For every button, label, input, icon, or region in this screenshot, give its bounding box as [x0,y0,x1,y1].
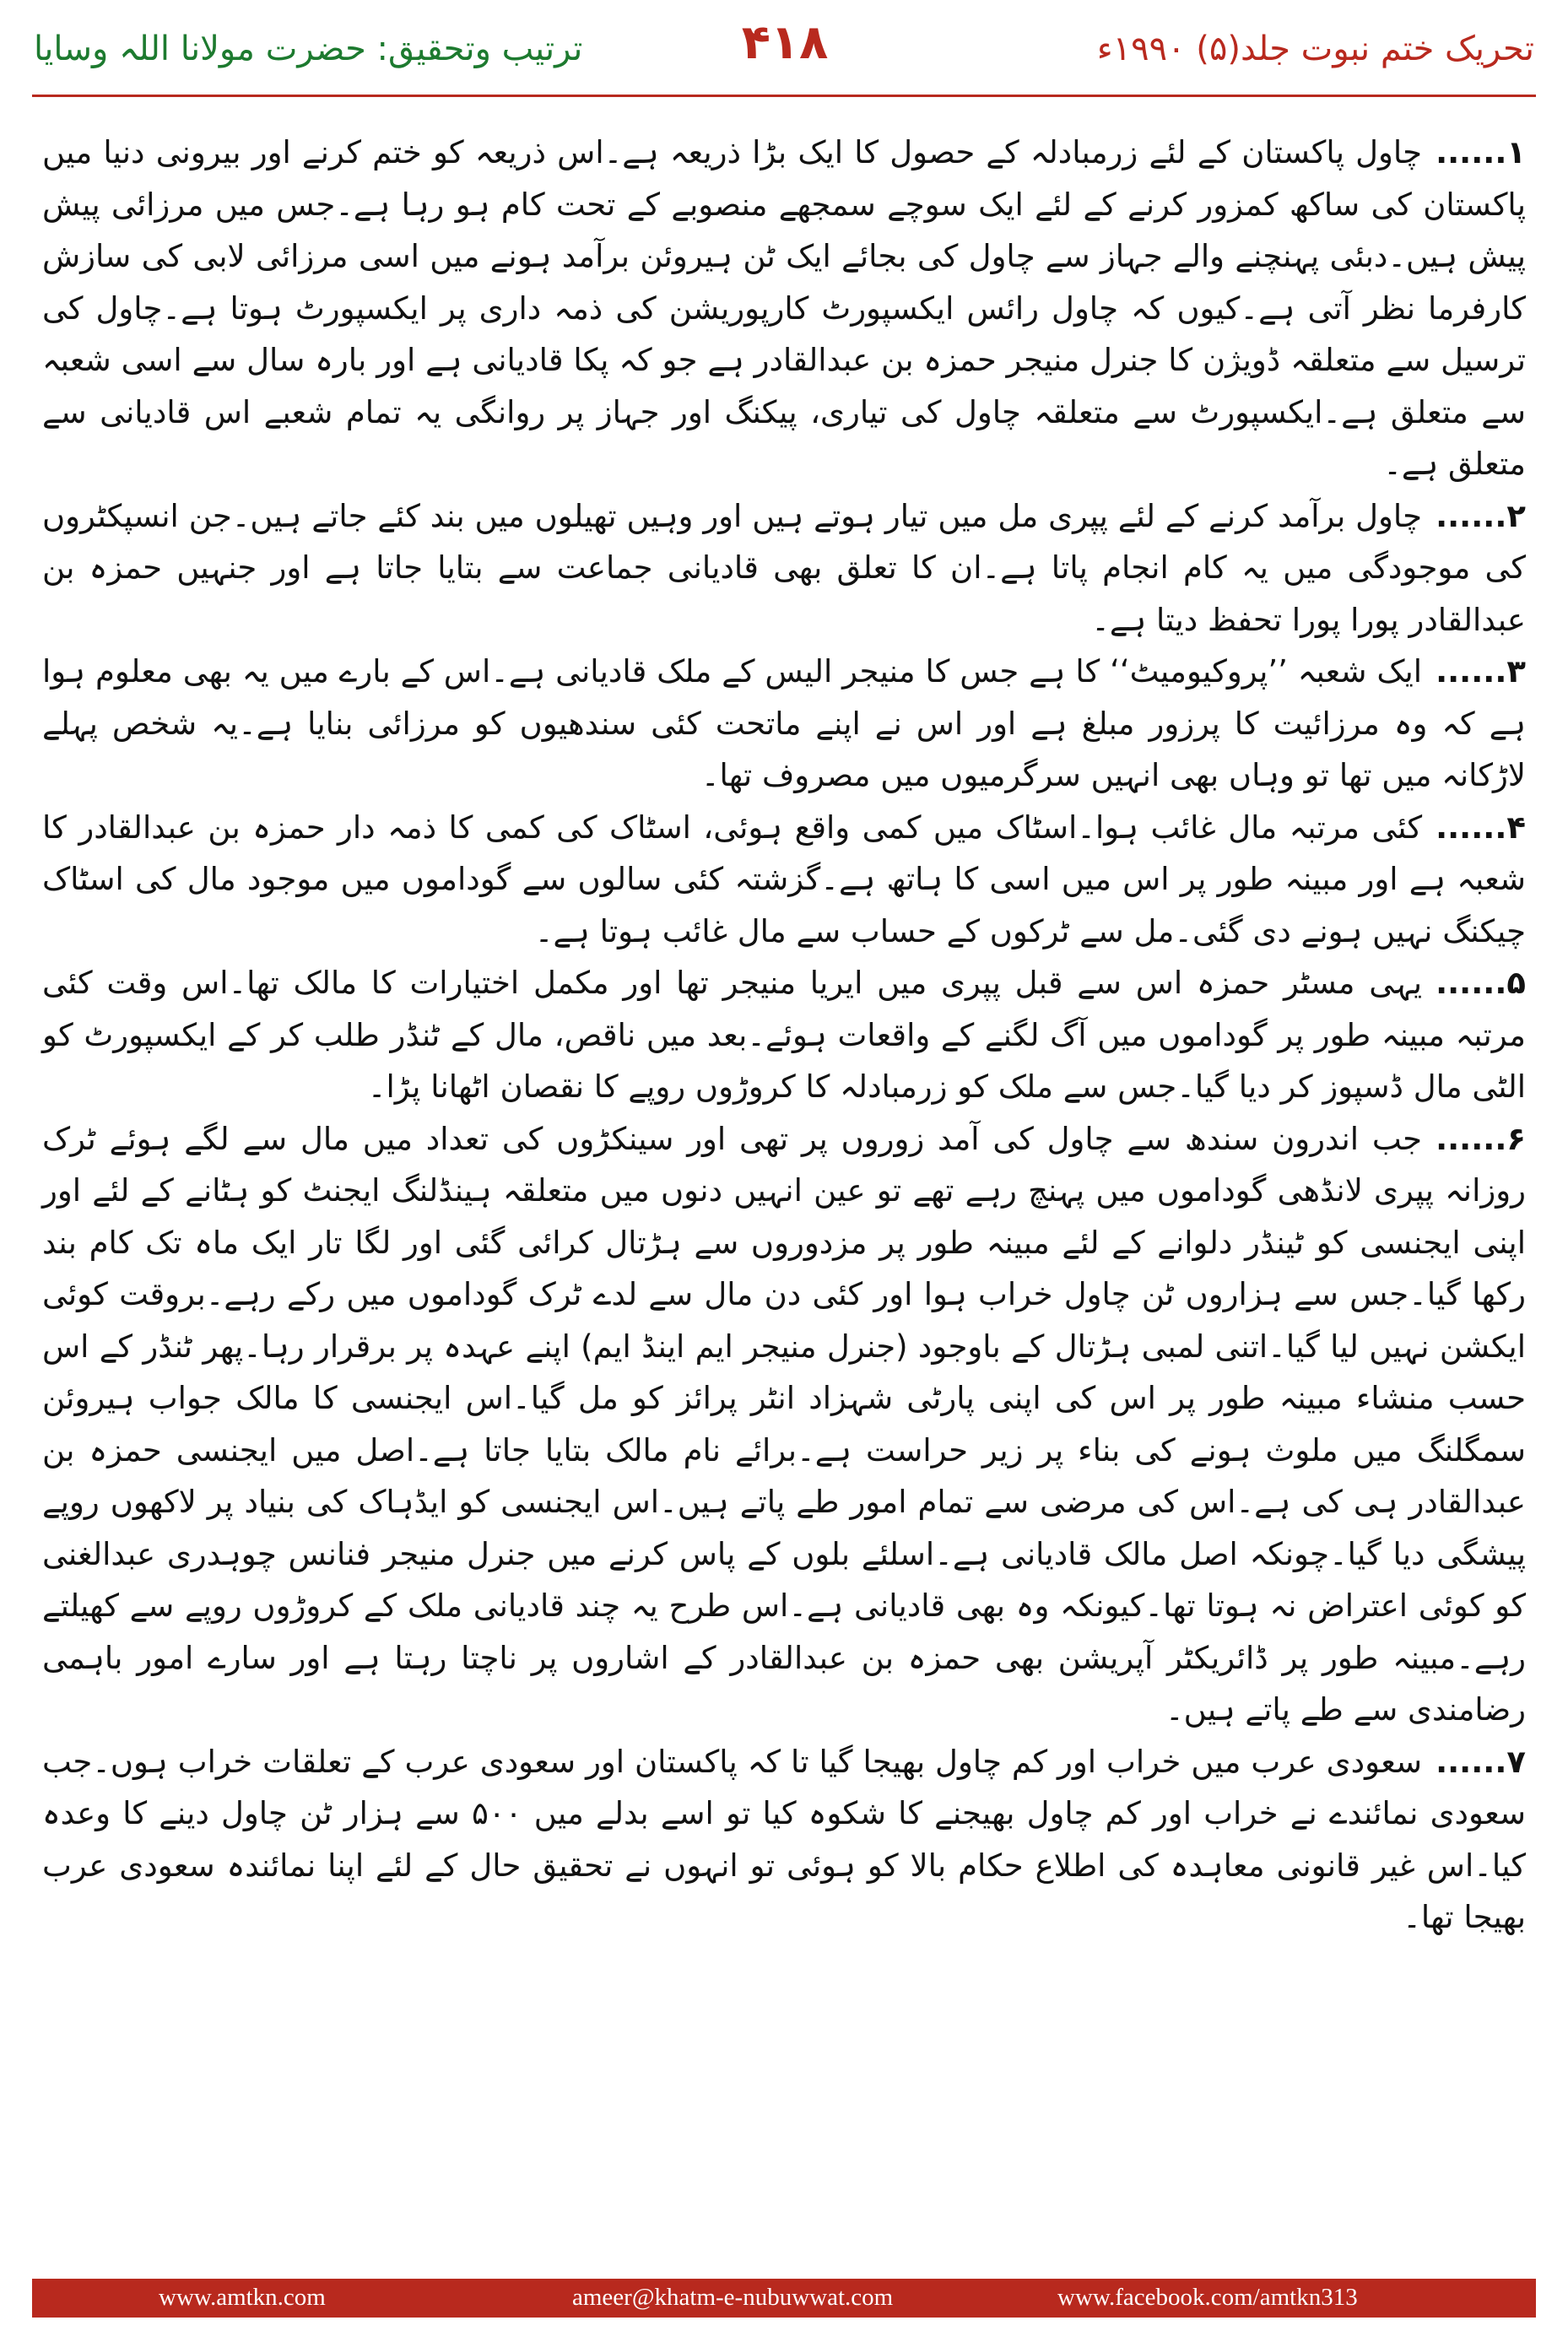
email-link[interactable]: ameer@khatm-e-nubuwwat.com [572,2284,894,2311]
paragraph-text: چاول برآمد کرنے کے لئے پپری مل میں تیار ہوتے ہیں اور وہیں تھیلوں میں بند کئے جاتے ہیں۔جن انسپکٹروں کی موجودگی میں یہ کام انجام پاتا ہے۔ان کا تعلق بھی قادیانی جماعت سے بتایا جاتا ہے اور جنہیں حمزہ بن عبدالقادر پورا پورا تحفظ دیتا ہے۔ [42,497,1526,638]
facebook-link[interactable]: www.facebook.com/amtkn313 [1057,2284,1358,2311]
paragraph-number: ۶...... [1436,1120,1526,1157]
paragraph-text: جب اندرون سندھ سے چاول کی آمد زوروں پر تھی اور سینکڑوں کی تعداد میں مال سے لگے ہوئے ٹرک روزانہ پپری لانڈھی گوداموں میں پہنچ رہے تھے تو عین انہیں دنوں میں متعلقہ ہینڈلنگ ایجنٹ کو ہٹانے کے لئے اور اپنی ایجنسی کو ٹینڈر دلوانے کے لئے مبینہ طور پر مزدوروں سے ہڑتال کرائی گئی اور لگا تار ایک ماہ تک کام بند رکھا گیا۔جس سے ہزاروں ٹن چاول خراب ہوا اور کئی دن مال سے لدے ٹرک گوداموں میں رکے رہے۔بروقت کوئی ایکشن نہیں لیا گیا۔اتنی لمبی ہڑتال کے باوجود (جنرل منیجر ایم اینڈ ایم) اپنے عہدہ پر برقرار رہا۔پھر ٹنڈر کے اس حسب منشاء مبینہ طور پر اس کی اپنی پارٹی شہزاد انٹر پرائز کو مل گیا۔اس ایجنسی کا مالک جواب ہیروئن سمگلنگ میں ملوث ہونے کی بناء پر زیر حراست ہے۔برائے نام مالک بتایا جاتا ہے۔اصل میں ایجنسی حمزہ بن عبدالقادر ہی کی ہے۔اس کی مرضی سے تمام امور طے پاتے ہیں۔اس ایجنسی کو ایڈہاک کی بنیاد پر لاکھوں روپے پیشگی دیا گیا۔چونکہ اصل مالک قادیانی ہے۔اسلئے بلوں کے پاس کرنے میں جنرل منیجر فنانس چوہدری عبدالغنی کو کوئی اعتراض نہ ہوتا تھا۔کیونکہ وہ بھی قادیانی ہے۔اس طرح یہ چند قادیانی ملک کے کروڑوں روپے سے کھیلتے رہے۔مبینہ طور پر ڈائریکٹر آپریشن بھی حمزہ بن عبدالقادر کے اشاروں پر ناچتا رہتا ہے اور سارے امور باہمی رضامندی سے طے پاتے ہیں۔ [42,1120,1526,1728]
paragraph-2 [42,490,1526,646]
paragraph-text: یہی مسٹر حمزہ اس سے قبل پپری میں ایریا منیجر تھا اور مکمل اختیارات کا مالک تھا۔اس وقت کئی مرتبہ مبینہ طور پر گوداموں میں آگ لگنے کے واقعات ہوئے۔بعد میں ناقص، مال کے ٹنڈر طلب کر کے ایکسپورٹ کو الٹی مال ڈسپوز کر دیا گیا۔جس سے ملک کو زرمبادلہ کا کروڑوں روپے کا نقصان اٹھانا پڑا۔ [42,965,1526,1105]
page-number: ۴۱۸ [741,15,829,70]
paragraph-number: ۷...... [1436,1743,1526,1780]
paragraph-text: چاول پاکستان کے لئے زرمبادلہ کے حصول کا ایک بڑا ذریعہ ہے۔اس ذریعہ کو ختم کرنے اور بیرونی دنیا میں پاکستان کی ساکھ کمزور کرنے کے لئے ایک سوچے سمجھے منصوبے کے تحت کام ہو رہا ہے۔جس میں مرزائی پیش پیش ہیں۔دبئی پہنچنے والے جہاز سے چاول کی بجائے ایک ٹن ہیروئن برآمد ہونے میں اسی مرزائی لابی کی سازش کارفرما نظر آتی ہے۔کیوں کہ چاول رائس ایکسپورٹ کارپوریشن کی ذمہ داری پر ایکسپورٹ ہوتا ہے۔چاول کی ترسیل سے متعلقہ ڈویژن کا جنرل منیجر حمزہ بن عبدالقادر ہے جو کہ پکا قادیانی ہے اور بارہ سال سے اسی شعبہ سے متعلق ہے۔ایکسپورٹ سے متعلقہ چاول کی تیاری، پیکنگ اور جہاز پر روانگی یہ تمام شعبے اس قادیانی سے متعلق ہے۔ [42,134,1526,482]
header-rule [32,95,1536,97]
paragraph-1 [42,127,1526,490]
paragraph-7 [42,1736,1526,1944]
paragraph-text: ایک شعبہ ’’پروکیومیٹ‘‘ کا ہے جس کا منیجر الیس کے ملک قادیانی ہے۔اس کے بارے میں یہ بھی معلوم ہوا ہے کہ وہ مرزائیت کا پرزور مبلغ ہے اور اس نے اپنے ماتحت کئی سندھیوں کو مرزائی بنایا ہے۔یہ شخص پہلے لاڑکانہ میں تھا تو وہاں بھی انہیں سرگرمیوں میں مصروف تھا۔ [42,653,1526,793]
paragraph-3 [42,646,1526,802]
paragraph-number: ۳...... [1436,653,1526,690]
website-link[interactable]: www.amtkn.com [159,2284,326,2311]
compiler-credit: ترتیب وتحقیق: حضرت مولانا اللہ وسایا [34,30,583,68]
paragraph-text: سعودی عرب میں خراب اور کم چاول بھیجا گیا تا کہ پاکستان اور سعودی عرب کے تعلقات خراب ہوں۔جب سعودی نمائندے نے خراب اور کم چاول بھیجنے کا شکوہ کیا تو اسے بدلے میں ۵۰۰ سے ہزار ٹن چاول دینے کا وعدہ کیا۔اس غیر قانونی معاہدہ کی اطلاع حکام بالا کو ہوئی تو انہوں نے تحقیق حال کے لئے اپنا نمائندہ سعودی عرب بھیجا تھا۔ [42,1743,1526,1935]
paragraph-number: ۵...... [1436,965,1526,1001]
paragraph-6 [42,1113,1526,1736]
paragraph-number: ۱...... [1436,134,1526,170]
page-footer [32,2279,1536,2318]
paragraph-4 [42,802,1526,958]
paragraph-text: کئی مرتبہ مال غائب ہوا۔اسٹاک میں کمی واقع ہوئی، اسٹاک کی کمی کا ذمہ دار حمزہ بن عبدالقادر کا شعبہ ہے اور مبینہ طور پر اس میں اسی کا ہاتھ ہے۔گزشتہ کئی سالوں سے گوداموں میں موجود مال کی اسٹاک چیکنگ نہیں ہونے دی گئی۔مل سے ٹرکوں کے حساب سے مال غائب ہوتا ہے۔ [42,809,1526,949]
book-title: تحریک ختم نبوت جلد(۵) ۱۹۹۰ء [1096,30,1534,68]
page-header [0,0,1568,110]
document-body [42,127,1526,2194]
paragraph-number: ۴...... [1436,809,1526,846]
paragraph-number: ۲...... [1436,497,1526,534]
paragraph-5 [42,957,1526,1113]
